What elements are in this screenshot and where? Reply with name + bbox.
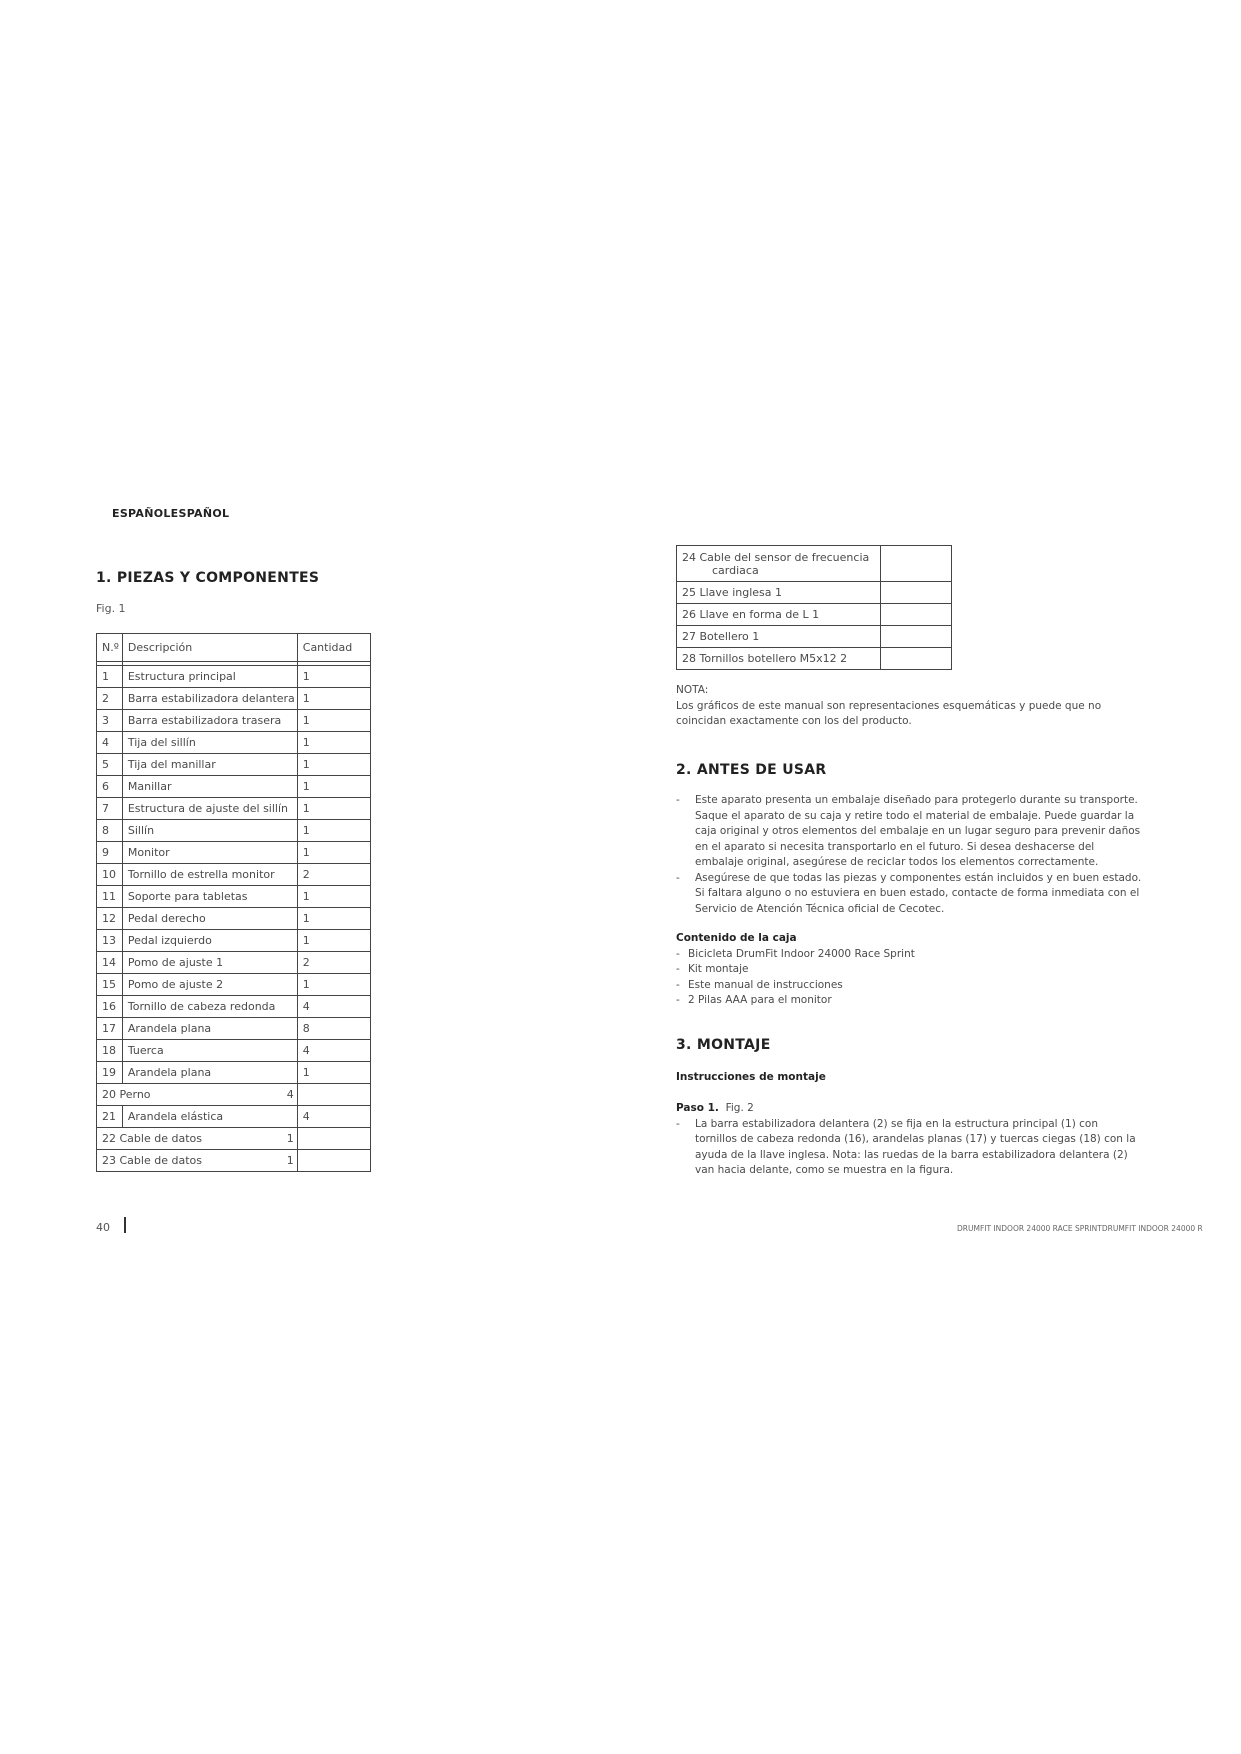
cell-number: 5 xyxy=(97,754,123,776)
table-row xyxy=(97,798,371,820)
box-contents-title: Contenido de la caja xyxy=(676,932,797,944)
cell-description: Tija del manillar xyxy=(122,754,297,776)
cell-description: Pomo de ajuste 2 xyxy=(122,974,297,996)
table-row xyxy=(97,930,371,952)
cell-description: Arandela elástica xyxy=(122,1106,297,1128)
cell-number: 19 xyxy=(97,1062,123,1084)
table-row xyxy=(97,1018,371,1040)
cell-quantity: 1 xyxy=(297,798,370,820)
cell-quantity: 1 xyxy=(297,908,370,930)
cell-item: 23 Cable de datos 1 xyxy=(97,1150,298,1172)
cell-empty xyxy=(297,1150,370,1172)
note-text: Los gráficos de este manual son representaciones esquemáticas y puede que no coincidan exactamente con los del producto. xyxy=(676,699,1102,727)
box-contents xyxy=(676,931,1136,1009)
table-row xyxy=(97,864,371,886)
cell-quantity: 8 xyxy=(297,1018,370,1040)
list-item: - Kit montaje xyxy=(676,963,749,975)
list-item: - Este manual de instrucciones xyxy=(676,978,843,991)
cell-description: Barra estabilizadora delantera xyxy=(122,688,297,710)
cell-description: Barra estabilizadora trasera xyxy=(122,710,297,732)
cell-number: 16 xyxy=(97,996,123,1018)
cell-number: 14 xyxy=(97,952,123,974)
cell-quantity: 1 xyxy=(297,754,370,776)
cell-empty xyxy=(297,1084,370,1106)
cell-number: 1 xyxy=(97,666,123,688)
cell-description: Tornillo de estrella monitor xyxy=(122,864,297,886)
cell-number: 9 xyxy=(97,842,123,864)
table-row xyxy=(97,1128,371,1150)
table-row xyxy=(97,666,371,688)
table-row xyxy=(97,710,371,732)
cell-description: Pedal izquierdo xyxy=(122,930,297,952)
cell-quantity: 1 xyxy=(297,710,370,732)
table-row xyxy=(677,546,952,582)
cell-empty xyxy=(880,546,951,582)
cell-quantity: 1 xyxy=(297,1062,370,1084)
parts-table xyxy=(96,633,371,1172)
cell-quantity: 1 xyxy=(297,732,370,754)
table-row xyxy=(677,582,952,604)
table-row xyxy=(97,1040,371,1062)
cell-description: Arandela plana xyxy=(122,1018,297,1040)
cell-description: Manillar xyxy=(122,776,297,798)
table-row xyxy=(97,842,371,864)
cell-empty xyxy=(880,604,951,626)
table-row xyxy=(97,996,371,1018)
column-header-quantity: Cantidad xyxy=(297,634,370,662)
cell-item: 20 Perno 4 xyxy=(97,1084,298,1106)
cell-quantity: 4 xyxy=(297,996,370,1018)
cell-quantity: 2 xyxy=(297,952,370,974)
table-row xyxy=(97,820,371,842)
list-item: - Este aparato presenta un embalaje diseñado para protegerlo durante su transporte. Saque el aparato de su caja y retire todo el material de embalaje. Puede guardar la caja original y otros elementos del embalaje en un lugar seguro para prevenir daños en el aparato si necesita transportarlo en el futuro. Si desea deshacerse del embalaje original, asegúrese de reciclar todos los elementos correctamente. xyxy=(676,794,1141,868)
parts-table-continued xyxy=(676,545,952,670)
footer-product-name: DRUMFIT INDOOR 24000 RACE SPRINTDRUMFIT INDOOR 24000 R xyxy=(957,1224,1203,1233)
table-row xyxy=(97,776,371,798)
table-row xyxy=(97,732,371,754)
table-row xyxy=(97,886,371,908)
cell-quantity: 2 xyxy=(297,864,370,886)
cell-item: 28 Tornillos botellero M5x12 2 xyxy=(677,648,881,670)
cell-empty xyxy=(880,648,951,670)
table-row xyxy=(677,648,952,670)
table-row xyxy=(97,1106,371,1128)
cell-description: Tornillo de cabeza redonda xyxy=(122,996,297,1018)
cell-empty xyxy=(880,626,951,648)
cell-quantity: 1 xyxy=(297,974,370,996)
cell-number: 18 xyxy=(97,1040,123,1062)
note-block xyxy=(676,683,1136,730)
cell-quantity: 1 xyxy=(297,842,370,864)
cell-number: 6 xyxy=(97,776,123,798)
cell-empty xyxy=(297,1128,370,1150)
cell-quantity: 1 xyxy=(297,886,370,908)
cell-number: 17 xyxy=(97,1018,123,1040)
box-contents-list xyxy=(676,947,1136,1009)
list-item: - Bicicleta DrumFit Indoor 24000 Race Sprint xyxy=(676,947,915,960)
step-1 xyxy=(676,1101,1142,1179)
cell-number: 13 xyxy=(97,930,123,952)
cell-number: 15 xyxy=(97,974,123,996)
table-row xyxy=(97,754,371,776)
list-item: - La barra estabilizadora delantera (2) se fija en la estructura principal (1) con tornillos de cabeza redonda (16), arandelas planas (17) y tuercas ciegas (18) con la ayuda de la llave inglesa. Nota: las ruedas de la barra estabilizadora delantera (2) van hacia delante, como se muestra en la figura. xyxy=(676,1117,1136,1176)
page-number: 40 xyxy=(96,1221,110,1234)
cell-description: Estructura de ajuste del sillín xyxy=(122,798,297,820)
cell-number: 8 xyxy=(97,820,123,842)
list-item: - Asegúrese de que todas las piezas y componentes están incluidos y en buen estado. Si faltara alguno o no estuviera en buen estado, contacte de forma inmediata con el Servicio de Atención Técnica oficial de Cecotec. xyxy=(676,871,1142,915)
cell-quantity: 1 xyxy=(297,820,370,842)
cell-quantity: 4 xyxy=(297,1106,370,1128)
figure-1-label: Fig. 1 xyxy=(96,602,126,615)
column-header-number: N.º xyxy=(97,634,123,662)
footer-divider xyxy=(124,1217,126,1233)
table-row xyxy=(97,1062,371,1084)
table-row xyxy=(97,1084,371,1106)
cell-item: 27 Botellero 1 xyxy=(677,626,881,648)
cell-number: 4 xyxy=(97,732,123,754)
cell-quantity: 1 xyxy=(297,666,370,688)
note-label: NOTA: xyxy=(676,684,709,696)
table-row xyxy=(97,952,371,974)
cell-description: Pomo de ajuste 1 xyxy=(122,952,297,974)
cell-description: Pedal derecho xyxy=(122,908,297,930)
column-header-description: Descripción xyxy=(122,634,297,662)
cell-quantity: 4 xyxy=(297,1040,370,1062)
table-row xyxy=(97,1150,371,1172)
cell-description: Tija del sillín xyxy=(122,732,297,754)
cell-number: 11 xyxy=(97,886,123,908)
cell-description: Soporte para tabletas xyxy=(122,886,297,908)
cell-description: Arandela plana xyxy=(122,1062,297,1084)
cell-number: 2 xyxy=(97,688,123,710)
table-row xyxy=(97,908,371,930)
table-row xyxy=(677,604,952,626)
table-row xyxy=(677,626,952,648)
cell-quantity: 1 xyxy=(297,688,370,710)
cell-number: 3 xyxy=(97,710,123,732)
section-1-title: 1. PIEZAS Y COMPONENTES xyxy=(96,570,320,586)
table-row xyxy=(97,974,371,996)
cell-description: Sillín xyxy=(122,820,297,842)
cell-number: 10 xyxy=(97,864,123,886)
step-1-figure: Fig. 2 xyxy=(725,1102,754,1114)
cell-item: 24 Cable del sensor de frecuencia cardiaca xyxy=(677,546,881,582)
language-header: ESPAÑOLESPAÑOL xyxy=(112,507,230,520)
cell-number: 21 xyxy=(97,1106,123,1128)
step-1-label: Paso 1. xyxy=(676,1102,719,1114)
cell-quantity: 1 xyxy=(297,930,370,952)
assembly-instructions-title: Instrucciones de montaje xyxy=(676,1071,826,1083)
cell-description: Tuerca xyxy=(122,1040,297,1062)
section-3-title: 3. MONTAJE xyxy=(676,1037,771,1053)
cell-quantity: 1 xyxy=(297,776,370,798)
cell-description: Estructura principal xyxy=(122,666,297,688)
table-header-row xyxy=(97,634,371,662)
section-2-bullets xyxy=(676,793,1142,917)
cell-empty xyxy=(880,582,951,604)
cell-item: 22 Cable de datos 1 xyxy=(97,1128,298,1150)
list-item: - 2 Pilas AAA para el monitor xyxy=(676,994,832,1006)
table-row xyxy=(97,688,371,710)
cell-number: 12 xyxy=(97,908,123,930)
cell-item: 25 Llave inglesa 1 xyxy=(677,582,881,604)
step-1-text: La barra estabilizadora delantera (2) se fija en la estructura principal (1) con tornillos de cabeza redonda (16), arandelas planas (17) y tuercas ciegas (18) con la ayuda de la llave inglesa. Nota: las ruedas de la barra estabilizadora delantera (2) van hacia delante, como se muestra en la figura. xyxy=(695,1117,1136,1176)
cell-item: 26 Llave en forma de L 1 xyxy=(677,604,881,626)
cell-description: Monitor xyxy=(122,842,297,864)
cell-number: 7 xyxy=(97,798,123,820)
section-2-title: 2. ANTES DE USAR xyxy=(676,762,827,778)
